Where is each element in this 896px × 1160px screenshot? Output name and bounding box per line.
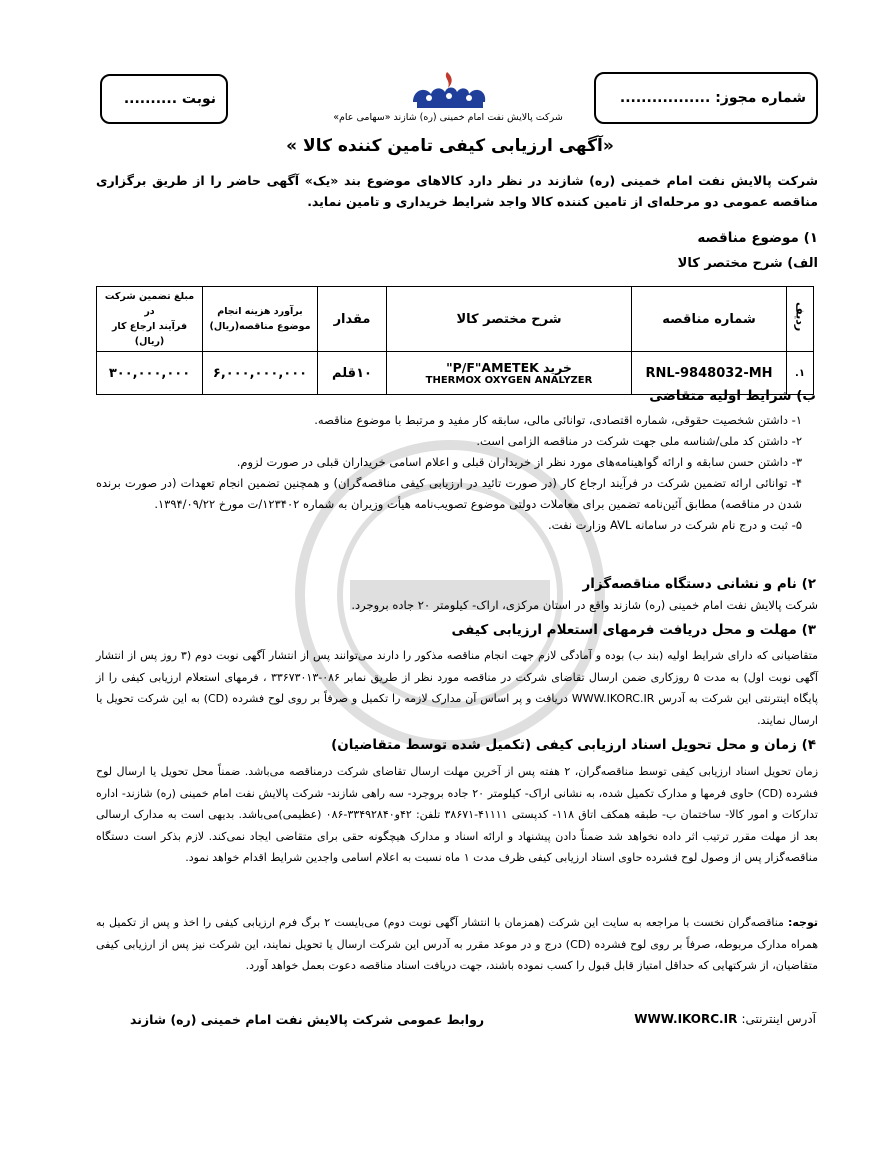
sectionB-title: ب) شرایط اولیه متقاضی	[649, 388, 816, 404]
section4-text: زمان تحویل اسناد ارزیابی کیفی توسط مناقصه‌گران، ۲ هفته پس از آخرین مهلت ارسال تقاضای شرکت درمناقصه می‌باشد. ضمناً محل تحویل یا ارسال لوح فشرده (CD) حاوی فرمها و مدارک تکمیل شده، به نشانی اراک- کیلومتر ۲۰ جاده بروجرد- سه راهی شازند- شرکت پالایش نفت امام خمینی (ره) شازند- اداره تدارکات و امور کالا- ساختمان ب- طبقه همکف اتاق ۱۱۸- کدپستی ۴۱۱۱۱-۳۸۶۷۱ تلفن: ۴۲و۳۳۴۹۲۸۴۰-۰۸۶ (عظیمی)می‌باشد. بدیهی است به مدارک ارسالی بعد از مهلت مقرر ترتیب اثر داده نخواهد شد ضمناً دادن پیشنهاد و ارائه اسناد و مدارک هیچگونه حقی برای متقاضی ایجاد نمی‌کند. لازم بذکر است دستگاه مناقصه‌گزار پس از وصول لوح فشرده حاوی اسناد ارزیابی کیفی ظرف مدت ۱ ماه نسبت به اعلام اسامی واجدین شرایط اقدام خواهد نمود.	[96, 765, 819, 864]
list-item: ۲- داشتن کد ملی/شناسه ملی جهت شرکت در مناقصه الزامی است.	[476, 434, 802, 448]
list-item: ۵- ثبت و درج نام شرکت در سامانه AVL وزارت نفت.	[548, 518, 802, 532]
list-item: ۳- داشتن حسن سابقه و ارائه گواهینامه‌های مورد نظر از خریداران قبلی و اعلام اسامی خریداران قبلی در صورت لزوم.	[236, 455, 802, 469]
cell-row-number: ۱.	[787, 352, 814, 395]
permit-number-label: شماره مجوز: .................	[619, 90, 806, 106]
website-address	[634, 1012, 816, 1026]
conditions-list	[96, 410, 802, 536]
cell-tender-number: RNL-9848032-MH	[632, 352, 787, 395]
publication-turn-label: نوبت ..........	[123, 91, 216, 107]
header-row-number: ردیف	[787, 287, 814, 352]
note-paragraph	[96, 912, 818, 977]
announcement-title: «آگهی ارزیابی کیفی تامین کننده کالا »	[286, 136, 614, 156]
note-label: توجه:	[787, 916, 818, 929]
cell-quantity: ۱۰قلم	[318, 352, 387, 395]
website-link[interactable]: WWW.IKORC.IR	[634, 1012, 738, 1026]
note-text: مناقصه‌گران نخست با مراجعه به سایت این شرکت (همزمان با انتشار آگهی نوبت دوم) می‌بایست ۲ برگ فرم ارزیابی کیفی را اخذ و پس از تکمیل به همراه مدارک مربوطه، صرفاً بر روی لوح فشرده (CD) درج و در موعد مقرر به آدرس این شرکت ارسال یا تحویل نمایند، این شرکت نیز پس از ارزیابی کیفی متقاضیان، از شرکتهایی که حداقل امتیاز قابل قبول را کسب نموده باشند، جهت دریافت اسناد مناقصه دعوت بعمل خواهد آورد.	[96, 916, 818, 972]
header-description: شرح مختصر کالا	[387, 287, 632, 352]
header-quantity: مقدار	[318, 287, 387, 352]
section2-title: ۲) نام و نشانی دستگاه مناقصه‌گزار	[582, 576, 816, 592]
header-tender-number: شماره مناقصه	[632, 287, 787, 352]
cell-estimate: ۶,۰۰۰,۰۰۰,۰۰۰	[203, 352, 318, 395]
section2-text: شرکت پالایش نفت امام خمینی (ره) شازند واقع در استان مرکزی، اراک- کیلومتر ۲۰ جاده بروجرد.	[351, 598, 818, 612]
public-relations-signature: روابط عمومی شرکت پالایش نفت امام خمینی (ره) شازند	[130, 1012, 485, 1027]
table-header-row	[97, 287, 814, 352]
header-estimate: برآورد هزینه انجام موضوع مناقصه(ریال)	[203, 287, 318, 352]
list-item: ۴- توانائی ارائه تضمین شرکت در فرآیند ارجاع کار (در صورت تائید در ارزیابی کیفی مناقصه‌گران) و همچنین تضمین انجام تعهدات (در صورت برنده شدن در مناقصه) مطابق آئین‌نامه تضمین برای معاملات دولتی موضوع تصویب‌نامه هیأت وزیران به شماره ۱۲۳۴۰۲/ت مورخ ۱۳۹۴/۰۹/۲۲.	[96, 476, 802, 511]
header-guarantee: مبلغ تضمین شرکت در فرآیند ارجاع کار (ریال)	[97, 287, 203, 352]
section3-title: ۳) مهلت و محل دریافت فرمهای استعلام ارزیابی کیفی	[451, 622, 816, 638]
cell-guarantee: ۳۰۰,۰۰۰,۰۰۰	[97, 352, 203, 395]
section1-title: ۱) موضوع مناقصه	[697, 230, 818, 246]
list-item: ۱- داشتن شخصیت حقوقی، شماره اقتصادی، توانائی مالی، سابقه کار مفید و مرتبط با موضوع مناقصه.	[314, 413, 802, 427]
company-name-small: شرکت پالایش نفت امام خمینی (ره) شازند «سهامی عام»	[333, 112, 563, 123]
website-label: آدرس اینترنتی:	[741, 1012, 816, 1026]
intro-paragraph: شرکت پالایش نفت امام خمینی (ره) شازند در نظر دارد کالاهای موضوع بند «یک» آگهی حاضر را از طریق برگزاری مناقصه عمومی دو مرحله‌ای از تامین کننده کالا واجد شرایط خریداری و تامین نماید.	[96, 173, 818, 209]
publication-turn-box	[100, 74, 228, 124]
section3-text: متقاضیانی که دارای شرایط اولیه (بند ب) بوده و آمادگی لازم جهت انجام مناقصه مذکور را دارند می‌توانند پس از انتشار آگهی نوبت دوم (۳ روز پس از انتشار آگهی نوبت اول) به مدت ۵ روزکاری ضمن ارسال تقاضای شرکت در مناقصه مورد نظر از طریق نمابر ۰۸۶-۳۳۶۷۳۰۱۳ ، فرمهای استعلام ارزیابی کیفی را از پایگاه اینترنتی این شرکت به آدرس WWW.IKORC.IR دریافت و پر اساس آن مدارک لازمه را تکمیل و صرفاً بر روی لوح فشرده (CD) به این شرکت تحویل یا ارسال نمایند.	[96, 649, 818, 727]
items-table	[96, 286, 814, 395]
cell-description: خرید P/F"AMETEK" THERMOX OXYGEN ANALYZER	[387, 352, 632, 395]
company-logo-icon	[407, 68, 491, 114]
section1-subtitle: الف) شرح مختصر کالا	[677, 256, 818, 271]
section4-title: ۴) زمان و محل تحویل اسناد ارزیابی کیفی (تکمیل شده توسط متقاضیان)	[331, 737, 816, 753]
permit-number-box	[594, 72, 818, 124]
